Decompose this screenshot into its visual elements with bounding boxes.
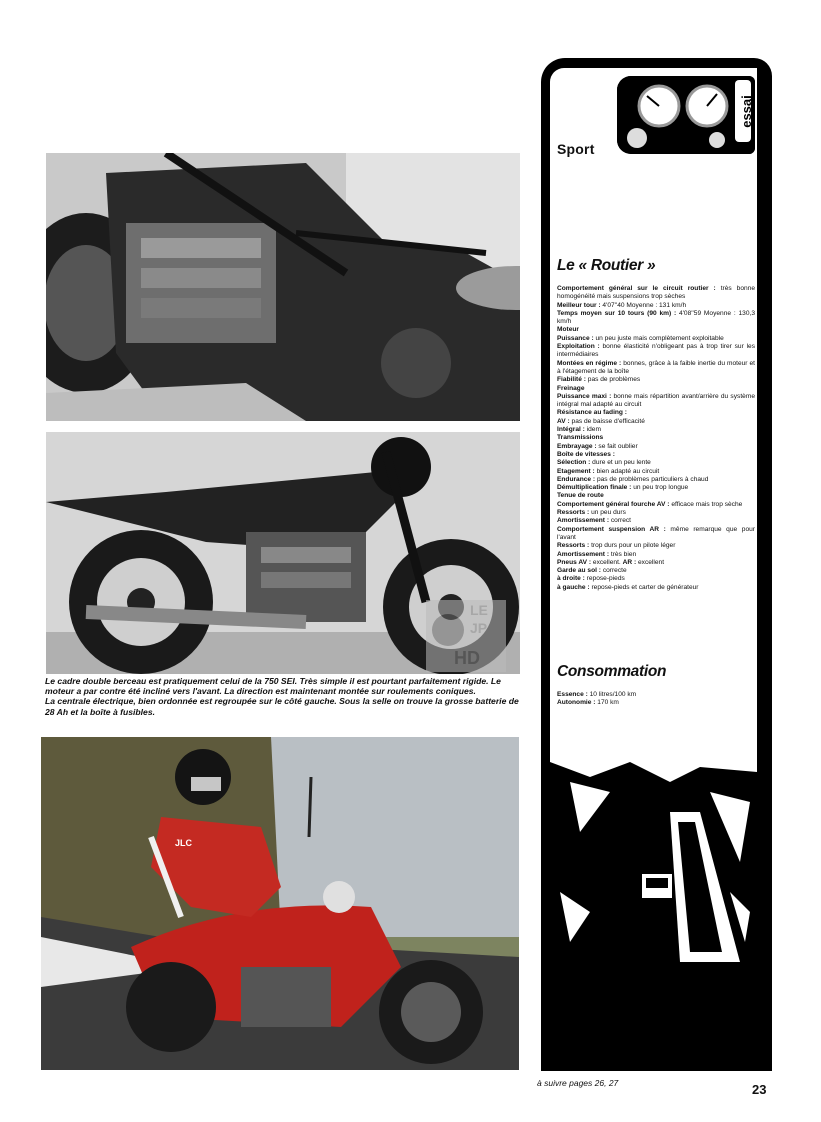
bw-road-photo — [550, 742, 757, 1056]
spec-value: pas de problèmes particuliers à chaud — [595, 475, 709, 483]
spec-value: correct — [609, 517, 632, 525]
spec-item — [557, 501, 755, 509]
spec-item — [557, 376, 755, 384]
watermark-text-1: LE — [470, 602, 488, 618]
spec-key: Ressorts : — [557, 542, 590, 550]
spec-item — [557, 426, 755, 434]
spec-key: Puissance maxi : — [557, 392, 612, 400]
spec-key: AV : — [557, 417, 570, 425]
spec-key: Démultiplication finale : — [557, 484, 632, 492]
spec-key: Exploitation : — [557, 343, 600, 351]
spec-key: à droite : — [557, 575, 585, 583]
caption-paragraph-1: Le cadre double berceau est pratiquement celui de la 750 SEI. Très simple il est pourtant parfaitement rigide. Le moteur a par contre été incliné vers l'avant. La direction est maintenant montée sur roulements coniques. — [45, 676, 501, 697]
spec-key: Pneus AV : — [557, 558, 592, 566]
watermark-text-2: JP — [470, 620, 488, 636]
spec-item — [557, 393, 755, 410]
spec-value: se fait oublier — [596, 442, 638, 450]
spec-value: dure et un peu lente — [590, 459, 651, 467]
spec-item — [557, 559, 755, 567]
rider-action-photo — [41, 737, 519, 1070]
spec-item — [557, 575, 755, 583]
spec-key: Comportement suspension AR : — [557, 525, 666, 533]
spec-item — [557, 551, 755, 559]
watermark-logo — [426, 600, 506, 672]
watermark-text-3: HD — [454, 648, 480, 668]
spec-item — [557, 285, 755, 302]
gauges-badge — [617, 76, 755, 154]
spec-key: Puissance : — [557, 334, 594, 342]
spec-item — [557, 443, 755, 451]
spec-key: Ressorts : — [557, 509, 590, 517]
spec-value: même remarque que pour l'avant — [557, 525, 755, 541]
spec-item — [557, 343, 755, 360]
spec-item — [557, 302, 755, 310]
spec-value: un peu trop longue — [631, 484, 689, 492]
spec-value: idem — [584, 426, 601, 434]
spec-value: correcte — [600, 567, 627, 575]
spec-item — [557, 409, 755, 417]
spec-value: 10 litres/100 km — [587, 691, 637, 698]
routier-heading: Le « Routier » — [557, 257, 656, 274]
spec-item — [557, 526, 755, 543]
spec-category: Moteur — [557, 326, 579, 334]
spec-value: pas de problèmes — [585, 376, 641, 384]
spec-value: un peu durs — [589, 509, 626, 517]
spec-key: Meilleur tour : — [557, 301, 601, 309]
spec-list — [557, 285, 755, 592]
spec-item — [557, 310, 755, 327]
spec-key: Etagement : — [557, 467, 595, 475]
page-number: 23 — [752, 1082, 767, 1097]
spec-item — [557, 584, 755, 592]
section-label: Sport — [557, 141, 595, 157]
spec-item — [557, 542, 755, 550]
spec-key: AR : — [622, 558, 637, 566]
spec-item — [557, 691, 755, 699]
spec-item — [557, 418, 755, 426]
spec-key: Garde au sol : — [557, 567, 601, 575]
spec-item — [557, 699, 755, 707]
caption-paragraph-2: La centrale électrique, bien ordonnée est regroupée sur le côté gauche. Sous la selle on trouve la grosse batterie de 28 Ah et la boîte à fusibles. — [45, 696, 519, 717]
spec-category: Tenue de route — [557, 492, 604, 500]
consommation-heading: Consommation — [557, 663, 667, 680]
spec-key: Temps moyen sur 10 tours (90 km) : — [557, 309, 677, 317]
spec-item — [557, 567, 755, 575]
spec-key: Intégral : — [557, 426, 585, 434]
spec-key: Comportement général sur le circuit routier : — [557, 285, 716, 292]
spec-value: 4'07''40 Moyenne : 131 km/h — [600, 301, 687, 309]
spec-value: excellent. — [591, 558, 623, 566]
spec-key: Boîte de vitesses : — [557, 450, 615, 458]
spec-key: Autonomie : — [557, 699, 596, 707]
spec-value: repose-pieds — [584, 575, 625, 583]
spec-key: Endurance : — [557, 475, 596, 483]
spec-value: 170 km — [595, 699, 619, 707]
spec-item — [557, 360, 755, 377]
spec-key: Résistance au fading : — [557, 409, 627, 417]
spec-key: Essence : — [557, 691, 588, 698]
spec-item — [557, 468, 755, 476]
spec-item — [557, 484, 755, 492]
spec-key: Sélection : — [557, 459, 591, 467]
spec-value: bien adapté au circuit — [594, 467, 660, 475]
continued-note: à suivre pages 26, 27 — [537, 1078, 619, 1088]
spec-value: bonnes, grâce à la faible inertie du moteur et à l'étagement de la boîte — [557, 359, 755, 375]
jacket-lettering: JLC — [175, 838, 193, 848]
photo-caption — [45, 676, 523, 717]
spec-item — [557, 459, 755, 467]
spec-value: 4'08''59 Moyenne : 130,3 km/h — [557, 309, 755, 326]
spec-value: excellent — [636, 558, 665, 566]
spec-item — [557, 509, 755, 517]
spec-value: pas de baisse d'efficacité — [569, 417, 645, 425]
spec-item — [557, 335, 755, 343]
consommation-list — [557, 691, 755, 708]
spec-category: Freinage — [557, 384, 585, 392]
spec-value: très bonne homogénéité mais suspensions trop sèches — [557, 285, 755, 301]
spec-value: repose-pieds et carter de générateur — [589, 583, 699, 591]
spec-key: Amortissement : — [557, 517, 610, 525]
essai-badge: essai — [738, 95, 754, 128]
spec-key: Embrayage : — [557, 442, 597, 450]
spec-key: Fiabilité : — [557, 376, 586, 384]
spec-value: efficace mais trop sèche — [669, 500, 743, 508]
spec-key: Comportement général fourche AV : — [557, 500, 670, 508]
engine-frame-photo — [46, 153, 520, 421]
spec-key: Amortissement : — [557, 550, 610, 558]
spec-value: très bien — [609, 550, 637, 558]
spec-item — [557, 451, 755, 459]
spec-category: Transmissions — [557, 434, 604, 442]
spec-value: bonne mais répartition avant/arrière du système intégral mal adapté au circuit — [557, 392, 755, 409]
spec-key: Montées en régime : — [557, 359, 622, 367]
spec-value: un peu juste mais complètement exploitable — [593, 334, 724, 342]
spec-value: bonne élasticité n'obligeant pas à trop tirer sur les intermédiaires — [557, 343, 755, 359]
spec-value: trop durs pour un pilote léger — [589, 542, 676, 550]
spec-item — [557, 476, 755, 484]
spec-key: à gauche : — [557, 583, 590, 591]
spec-item — [557, 517, 755, 525]
